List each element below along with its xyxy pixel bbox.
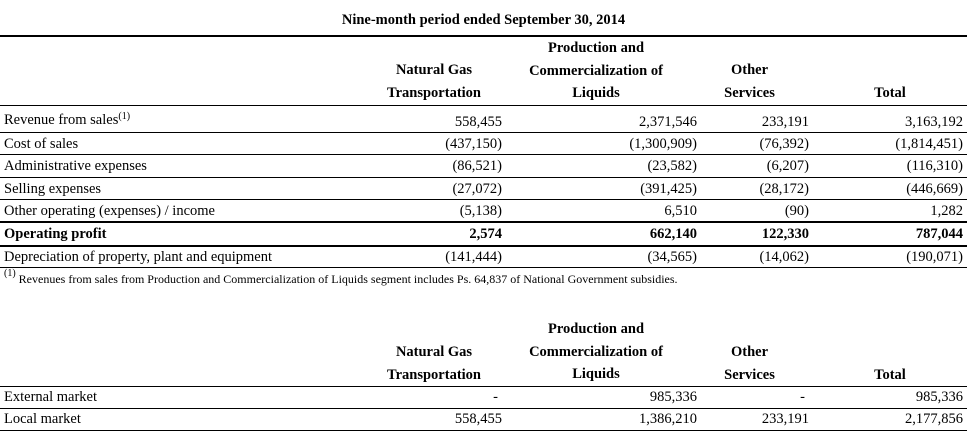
cell-other: (6,207) <box>766 158 809 174</box>
row-rule <box>0 177 967 178</box>
cell-total: 787,044 <box>915 226 963 242</box>
cell-other: - <box>800 389 805 405</box>
footnote <box>4 268 678 287</box>
cell-liquids: 2,371,546 <box>639 114 697 130</box>
header-other: Other Services <box>724 344 775 383</box>
cell-liquids: 1,386,210 <box>639 411 697 427</box>
cell-natural-gas: (86,521) <box>452 158 502 174</box>
cell-liquids: (1,300,909) <box>629 136 697 152</box>
row-label: External market <box>4 389 97 405</box>
cell-liquids: (23,582) <box>647 158 697 174</box>
cell-total: 985,336 <box>915 389 963 405</box>
cell-liquids: 6,510 <box>664 203 697 219</box>
cell-other: 122,330 <box>761 226 809 242</box>
cell-natural-gas: (5,138) <box>459 203 502 219</box>
cell-liquids: (391,425) <box>640 181 697 197</box>
cell-natural-gas: - <box>493 389 498 405</box>
header-total: Total <box>874 85 906 101</box>
cell-natural-gas: 558,455 <box>454 114 502 130</box>
cell-natural-gas: (141,444) <box>445 249 502 265</box>
row-label: Depreciation of property, plant and equipment <box>4 249 273 265</box>
row-rule <box>0 199 967 200</box>
cell-other: (28,172) <box>759 181 809 197</box>
cell-total: 1,282 <box>930 203 963 219</box>
cell-other: (14,062) <box>759 249 809 265</box>
cell-natural-gas: (27,072) <box>452 181 502 197</box>
header-rule <box>0 105 967 106</box>
header-other: Other Services <box>724 62 775 101</box>
row-rule <box>0 430 967 431</box>
header-total: Total <box>874 367 906 383</box>
header-rule <box>0 386 967 387</box>
row-label: Administrative expenses <box>4 158 147 174</box>
row-label: Revenue from sales$^{(1)}$ <box>4 111 131 128</box>
row-rule <box>0 154 967 155</box>
cell-total: (1,814,451) <box>895 136 963 152</box>
row-label: Other operating (expenses) / income <box>4 203 215 219</box>
cell-natural-gas: (437,150) <box>445 136 502 152</box>
cell-other: 233,191 <box>761 114 809 130</box>
cell-liquids: (34,565) <box>647 249 697 265</box>
row-label: Operating profit <box>4 226 107 242</box>
cell-total: (116,310) <box>906 158 963 174</box>
row-rule <box>0 221 967 223</box>
footnote-ref: (1) <box>118 111 131 122</box>
row-rule <box>0 132 967 133</box>
top-rule <box>0 35 967 37</box>
cell-other: (76,392) <box>759 136 809 152</box>
cell-liquids: 662,140 <box>649 226 697 242</box>
header-liquids: Production and Commercialization of Liquids <box>529 40 663 101</box>
header-liquids: Production and Commercialization of Liquids <box>529 321 663 382</box>
row-label: Local market <box>4 411 81 427</box>
header-natural-gas: Natural Gas Transportation <box>387 62 481 101</box>
footnote-text: Revenues from sales from Production and Commercialization of Liquids segment includes Ps. 64,837 of National Government subsidies. <box>18 272 678 286</box>
cell-total: (190,071) <box>906 249 963 265</box>
cell-other: (90) <box>784 203 809 219</box>
cell-natural-gas: 2,574 <box>469 226 502 242</box>
footnote-marker: (1) <box>4 268 16 279</box>
row-rule <box>0 267 967 268</box>
cell-total: 2,177,856 <box>905 411 963 427</box>
cell-total: (446,669) <box>906 181 963 197</box>
period-title: Nine-month period ended September 30, 2014 <box>341 12 626 28</box>
cell-other: 233,191 <box>761 411 809 427</box>
row-label: Selling expenses <box>4 181 102 197</box>
cell-liquids: 985,336 <box>649 389 697 405</box>
header-natural-gas: Natural Gas Transportation <box>387 344 481 383</box>
row-label: Cost of sales <box>4 136 79 152</box>
cell-total: 3,163,192 <box>905 114 963 130</box>
cell-natural-gas: 558,455 <box>454 411 502 427</box>
